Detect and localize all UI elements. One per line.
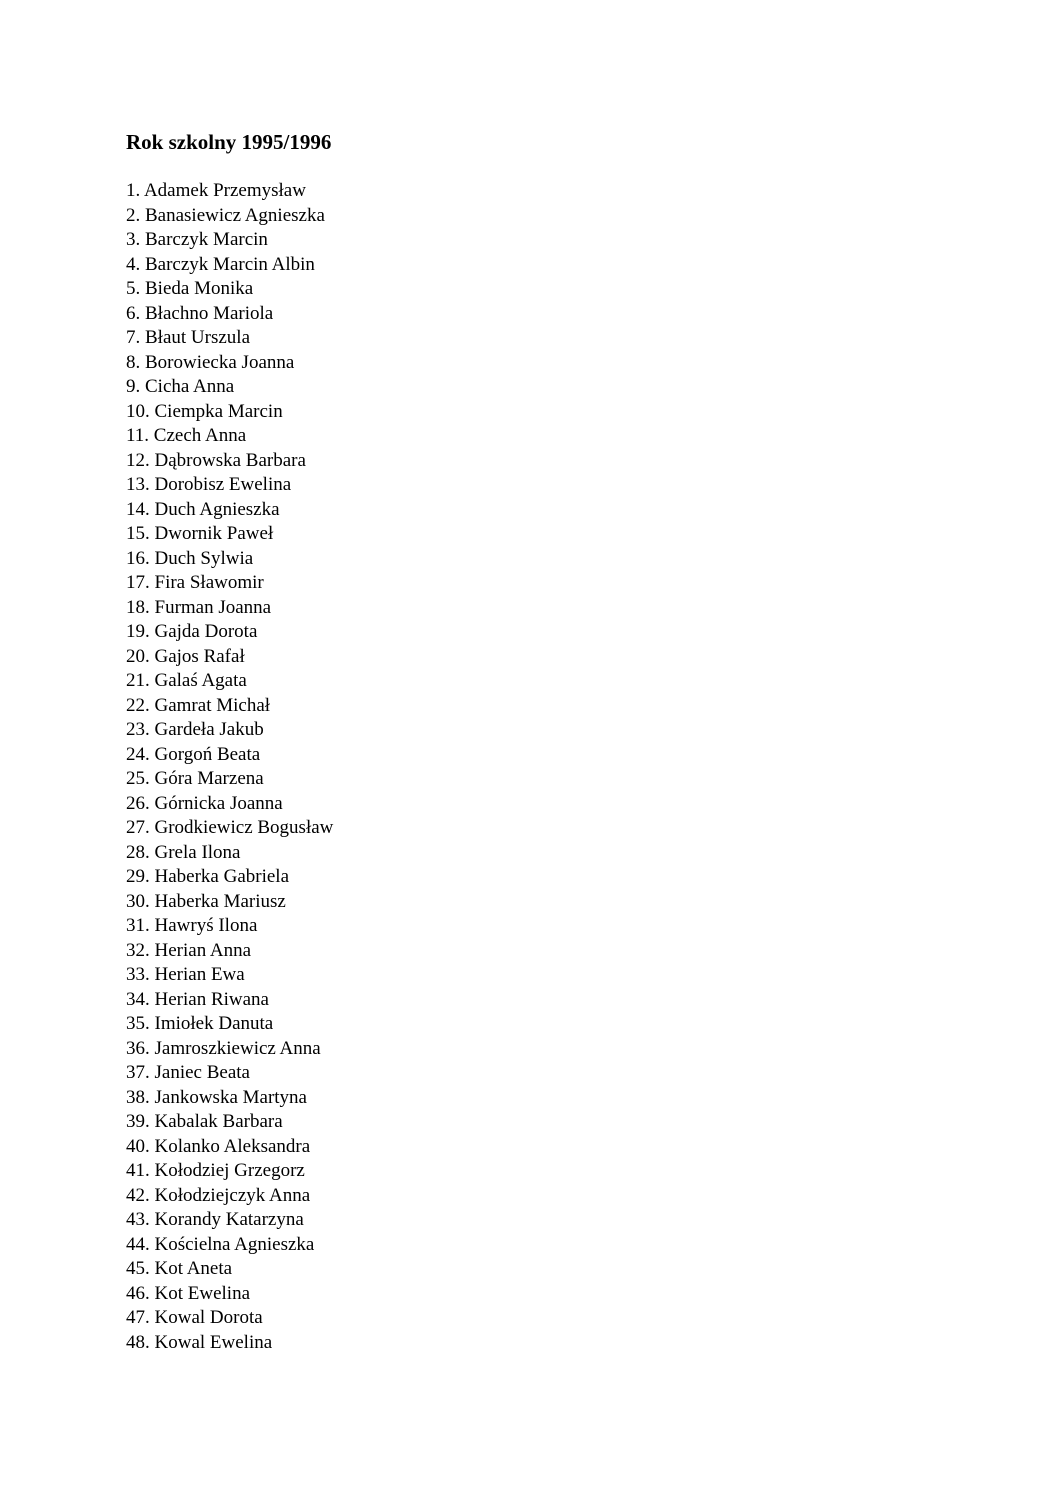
list-item: 44. Kościelna Agnieszka — [126, 1233, 315, 1255]
list-item: 10. Ciempka Marcin — [126, 400, 283, 422]
list-item: 40. Kolanko Aleksandra — [126, 1135, 311, 1157]
list-item: 26. Górnicka Joanna — [126, 792, 283, 814]
list-item: 43. Korandy Katarzyna — [126, 1209, 304, 1230]
list-item: 9. Cicha Anna — [126, 376, 235, 397]
list-item: 33. Herian Ewa — [126, 964, 245, 985]
list-item: 6. Błachno Mariola — [126, 302, 274, 324]
list-item: 39. Kabalak Barbara — [126, 1111, 283, 1132]
list-item: 32. Herian Anna — [126, 939, 252, 961]
list-item: 41. Kołodziej Grzegorz — [126, 1160, 305, 1181]
list-item: 11. Czech Anna — [126, 425, 247, 446]
list-item: 18. Furman Joanna — [126, 596, 272, 618]
list-item: 19. Gajda Dorota — [126, 621, 258, 642]
list-item: 20. Gajos Rafał — [126, 645, 245, 667]
list-item: 12. Dąbrowska Barbara — [126, 449, 306, 471]
list-item: 30. Haberka Mariusz — [126, 890, 286, 912]
list-item: 29. Haberka Gabriela — [126, 866, 290, 887]
list-item: 3. Barczyk Marcin — [126, 229, 268, 250]
list-item: 48. Kowal Ewelina — [126, 1331, 273, 1353]
list-item: 34. Herian Riwana — [126, 988, 269, 1010]
name-list — [126, 179, 333, 1355]
list-item: 36. Jamroszkiewicz Anna — [126, 1037, 321, 1059]
list-item: 47. Kowal Dorota — [126, 1307, 263, 1328]
list-item: 14. Duch Agnieszka — [126, 498, 280, 520]
list-item: 28. Grela Ilona — [126, 841, 241, 863]
list-item: 1. Adamek Przemysław — [126, 180, 306, 201]
list-item: 15. Dwornik Paweł — [126, 523, 274, 544]
list-item: 46. Kot Ewelina — [126, 1282, 251, 1304]
list-item: 16. Duch Sylwia — [126, 547, 254, 569]
list-item: 8. Borowiecka Joanna — [126, 351, 295, 373]
list-item: 31. Hawryś Ilona — [126, 915, 258, 936]
page-title: Rok szkolny 1995/1996 — [126, 130, 332, 154]
list-item: 25. Góra Marzena — [126, 768, 264, 789]
list-item: 5. Bieda Monika — [126, 278, 254, 299]
list-item: 35. Imiołek Danuta — [126, 1013, 274, 1034]
list-item: 4. Barczyk Marcin Albin — [126, 253, 315, 275]
list-item: 21. Galaś Agata — [126, 670, 247, 691]
list-item: 7. Błaut Urszula — [126, 327, 251, 348]
list-item: 2. Banasiewicz Agnieszka — [126, 204, 325, 226]
list-item: 17. Fira Sławomir — [126, 572, 264, 593]
list-item: 42. Kołodziejczyk Anna — [126, 1184, 311, 1206]
list-item: 27. Grodkiewicz Bogusław — [126, 817, 334, 838]
list-item: 13. Dorobisz Ewelina — [126, 474, 292, 495]
list-item: 24. Gorgoń Beata — [126, 743, 261, 765]
list-item: 23. Gardeła Jakub — [126, 719, 264, 740]
list-item: 38. Jankowska Martyna — [126, 1086, 307, 1108]
list-item: 22. Gamrat Michał — [126, 694, 271, 716]
list-item: 37. Janiec Beata — [126, 1062, 250, 1083]
list-item: 45. Kot Aneta — [126, 1258, 233, 1279]
